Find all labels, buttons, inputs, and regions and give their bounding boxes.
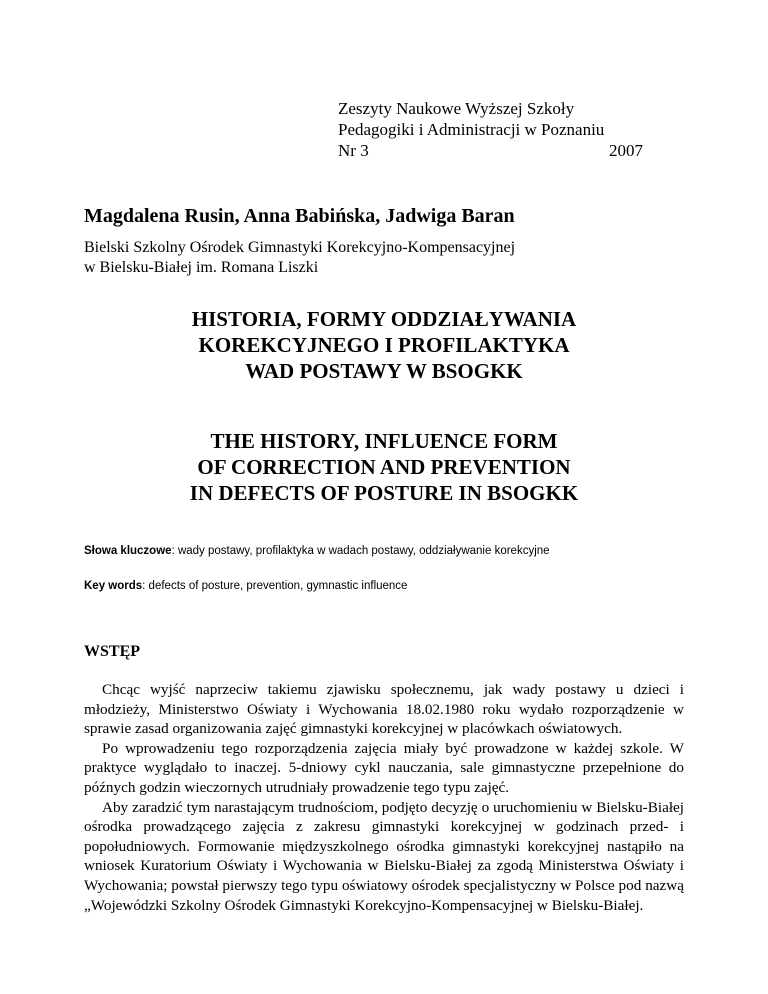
affiliation-line-1: Bielski Szkolny Ośrodek Gimnastyki Korekcyjno-Kompensacyjnej	[84, 239, 516, 256]
affiliation-line-2: w Bielsku-Białej im. Romana Liszki	[84, 259, 319, 276]
authors: Magdalena Rusin, Anna Babińska, Jadwiga Baran	[84, 205, 515, 227]
keywords-english-text: : defects of posture, prevention, gymnastic influence	[142, 580, 408, 592]
title-polish	[84, 306, 684, 384]
title-polish-line-2: KOREKCYJNEGO I PROFILAKTYKA	[198, 333, 570, 357]
journal-year: 2007	[609, 141, 643, 160]
title-polish-line-3: WAD POSTAWY W BSOGKK	[245, 359, 523, 383]
journal-name-line-1: Zeszyty Naukowe Wyższej Szkoły	[338, 99, 575, 118]
keywords-english	[84, 579, 407, 594]
affiliation	[84, 238, 515, 278]
title-english-line-2: OF CORRECTION AND PREVENTION	[197, 455, 571, 479]
title-polish-line-1: HISTORIA, FORMY ODDZIAŁYWANIA	[191, 307, 577, 331]
keywords-polish-text: : wady postawy, profilaktyka w wadach postawy, oddziaływanie korekcyjne	[171, 545, 550, 557]
title-english	[84, 428, 684, 506]
section-heading: WSTĘP	[84, 643, 141, 660]
title-english-line-3: IN DEFECTS OF POSTURE IN BSOGKK	[189, 481, 579, 505]
paragraph-2: Po wprowadzeniu tego rozporządzenia zajęcia miały być prowadzone w każdej szkole. W praktyce wyglądało to inaczej. 5-dniowy cykl nauczania, sale gimnastyczne przepełnione do późnych godzin wieczornych utrudniały prowadzenie tego typu zajęć.	[84, 739, 684, 796]
title-english-line-1: THE HISTORY, INFLUENCE FORM	[210, 429, 558, 453]
journal-issue-row	[338, 140, 643, 161]
paragraph-1: Chcąc wyjść naprzeciw takiemu zjawisku społecznemu, jak wady postawy u dzieci i młodzieży, Ministerstwo Oświaty i Wychowania 18.02.1980 roku wydało rozporządzenie w sprawie zasad organizowania zajęć gimnastyki korekcyjnej w placówkach oświatowych.	[84, 681, 684, 738]
section-body	[84, 680, 684, 915]
journal-issue: Nr 3	[338, 141, 369, 160]
paragraph-3: Aby zaradzić tym narastającym trudnościom, podjęto decyzję o uruchomieniu w Bielsku-Białej ośrodka prowadzącego zajęcia z zakresu gimnastyki korekcyjnej w godzinach przed- i popołudniowych. Formowanie międzyszkolnego ośrodka gimnastyki korekcyjnej nastąpiło na wniosek Kuratorium Oświaty i Wychowania w Bielsku-Białej za zgodą Ministerstwa Oświaty i Wychowania; powstał pierwszy tego typu oświatowy ośrodek specjalistyczny w Polsce pod nazwą „Wojewódzki Szkolny Ośrodek Gimnastyki Korekcyjno-Kompensacyjnej w Bielsku-Białej.	[84, 798, 684, 914]
journal-header	[338, 98, 643, 161]
journal-name-line-2: Pedagogiki i Administracji w Poznaniu	[338, 120, 605, 139]
keywords-polish	[84, 544, 550, 559]
keywords-english-label: Key words	[84, 580, 143, 592]
keywords-polish-label: Słowa kluczowe	[84, 545, 172, 557]
